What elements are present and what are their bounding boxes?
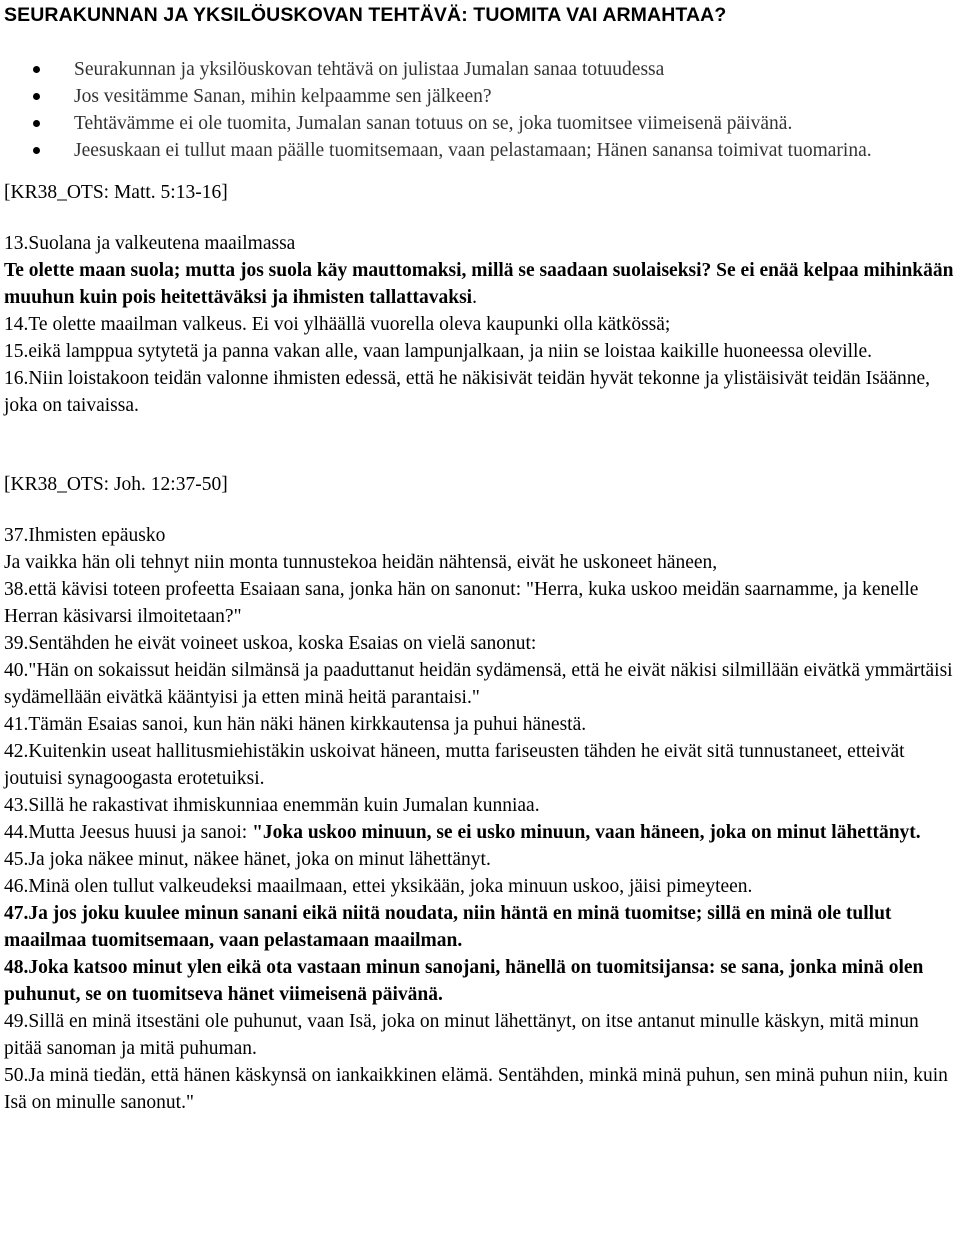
verse-bold: 48.Joka katsoo minut ylen eikä ota vastaan minun sanojani, hänellä on tuomitsijansa: se sana, jonka minä olen puhunut, se on tuomitseva hänet viimeisenä päivänä. [4, 957, 924, 1005]
verse: 15.eikä lamppua sytytetä ja panna vakan alle, vaan lampunjalkaan, ja niin se loistaa kaikille huoneessa oleville. [4, 341, 872, 362]
verse-text: 44.Mutta Jeesus huusi ja sanoi: [4, 822, 253, 843]
scripture-reference: [KR38_OTS: Matt. 5:13-16] [4, 182, 228, 203]
verse: 43.Sillä he rakastivat ihmiskunniaa enemmän kuin Jumalan kunniaa. [4, 795, 540, 816]
verse: 45.Ja joka näkee minut, näkee hänet, joka on minut lähettänyt. [4, 849, 491, 870]
verse: 38.että kävisi toteen profeetta Esaiaan sana, jonka hän on sanonut: "Herra, kuka uskoo meidän saarnamme, ja kenelle Herran käsivarsi ilmoitetaan?" [4, 579, 919, 627]
verse: 14.Te olette maailman valkeus. Ei voi ylhäällä vuorella oleva kaupunki olla kätkössä; [4, 314, 671, 335]
verse-bold-text: "Joka uskoo minuun, se ei usko minuun, vaan häneen, joka on minut lähettänyt. [252, 822, 921, 843]
scripture-reference: [KR38_OTS: Joh. 12:37-50] [4, 474, 228, 495]
verse-heading: 37.Ihmisten epäusko [4, 525, 166, 546]
document-page [4, 0, 956, 1116]
bullet-item: Jeesuskaan ei tullut maan päälle tuomitsemaan, vaan pelastamaan; Hänen sanansa toimivat tuomarina. [4, 137, 956, 164]
verse: 49.Sillä en minä itsestäni ole puhunut, vaan Isä, joka on minut lähettänyt, on itse antanut minulle käskyn, mitä minun pitää sanoman ja mitä puhuman. [4, 1011, 919, 1059]
verse: 46.Minä olen tullut valkeudeksi maailmaan, ettei yksikään, joka minuun uskoo, jäisi pimeyteen. [4, 876, 753, 897]
verse-bold: 47.Ja jos joku kuulee minun sanani eikä niitä noudata, niin häntä en minä tuomitse; sillä en minä ole tullut maailmaa tuomitsemaan, vaan pelastamaan maailman. [4, 903, 892, 951]
verse [4, 819, 956, 846]
bullet-list [4, 56, 956, 164]
verse: Ja vaikka hän oli tehnyt niin monta tunnustekoa heidän nähtensä, eivät he uskoneet häneen, [4, 552, 718, 573]
scripture-section-matthew [4, 179, 956, 419]
verse [4, 257, 956, 311]
verse: 41.Tämän Esaias sanoi, kun hän näki hänen kirkkautensa ja puhui hänestä. [4, 714, 587, 735]
bullet-item: Tehtävämme ei ole tuomita, Jumalan sanan totuus on se, joka tuomitsee viimeisenä päivänä. [4, 110, 956, 137]
verse: 39.Sentähden he eivät voineet uskoa, koska Esaias on vielä sanonut: [4, 633, 537, 654]
verse: 40."Hän on sokaissut heidän silmänsä ja paaduttanut heidän sydämensä, että he eivät näkisi silmillään eivätkä ymmärtäisi sydämellään eivätkä kääntyisi ja etten minä heitä parantaisi." [4, 660, 953, 708]
bullet-item: Jos vesitämme Sanan, mihin kelpaamme sen jälkeen? [4, 83, 956, 110]
verse-bold-text: Te olette maan suola; mutta jos suola käy mauttomaksi, millä se saadaan suolaiseksi? Se ei enää kelpaa mihinkään muuhun kuin pois heitettäväksi ja ihmisten tallattavaksi [4, 260, 954, 308]
verse: 50.Ja minä tiedän, että hänen käskynsä on iankaikkinen elämä. Sentähden, minkä minä puhun, sen minä puhun niin, kuin Isä on minulle sanonut." [4, 1065, 948, 1113]
verse: 16.Niin loistakoon teidän valonne ihmisten edessä, että he näkisivät teidän hyvät tekonne ja ylistäisivät teidän Isäänne, joka on taivaissa. [4, 368, 931, 416]
scripture-section-john [4, 471, 956, 1116]
verse: 42.Kuitenkin useat hallitusmiehistäkin uskoivat häneen, mutta fariseusten tähden he eivät sitä tunnustaneet, etteivät joutuisi synagoogasta erotetuiksi. [4, 741, 905, 789]
verse-text: . [472, 287, 477, 308]
verse-heading: 13.Suolana ja valkeutena maailmassa [4, 233, 296, 254]
bullet-item: Seurakunnan ja yksilöuskovan tehtävä on julistaa Jumalan sanaa totuudessa [4, 56, 956, 83]
page-title: SEURAKUNNAN JA YKSILÖUSKOVAN TEHTÄVÄ: TUOMITA VAI ARMAHTAA? [4, 4, 727, 26]
